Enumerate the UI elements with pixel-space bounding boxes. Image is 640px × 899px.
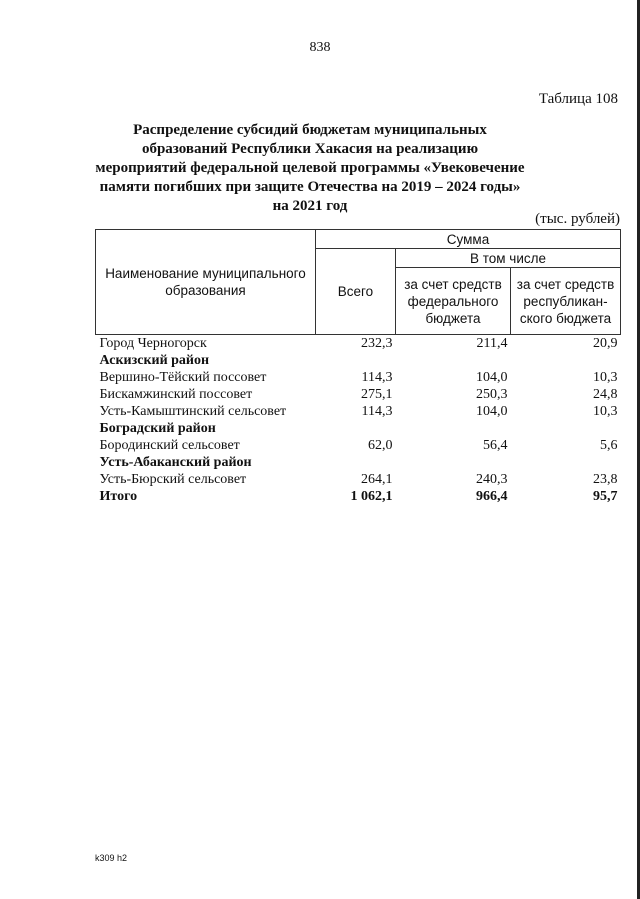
- table-row: [96, 386, 621, 403]
- table-row: [96, 471, 621, 488]
- cell-federal: 104,0: [476, 404, 508, 419]
- cell-name: Усть-Абаканский район: [99, 455, 252, 470]
- cell-republic: [511, 420, 621, 437]
- table-row: [96, 335, 621, 353]
- cell-name: Усть-Камыштинский сельсовет: [99, 404, 287, 419]
- cell-republic: 10,3: [593, 404, 618, 419]
- cell-federal: [396, 420, 511, 437]
- table-header: [96, 230, 621, 335]
- cell-federal: 56,4: [483, 438, 508, 453]
- cell-total: [316, 454, 396, 471]
- cell-total: [316, 420, 396, 437]
- cell-republic: [511, 352, 621, 369]
- cell-name: Итого: [99, 489, 138, 504]
- document-title: Распределение субсидий бюджетам муниципальных образований Республики Хакасия на реализацию мероприятий федеральной целевой программы «Увековечение памяти погибших при защите Отечества на 2019 – 2024 годы» на 2021 год: [95, 122, 525, 214]
- cell-republic: 95,7: [593, 489, 618, 504]
- cell-federal: 240,3: [476, 472, 508, 487]
- page-number: 838: [309, 40, 331, 55]
- cell-name: Аскизский район: [99, 353, 210, 368]
- header-republic: за счет средств республикан-ского бюджета: [511, 268, 621, 335]
- cell-total: 264,1: [361, 472, 393, 487]
- cell-republic: 10,3: [593, 370, 618, 385]
- table-body: [96, 335, 621, 506]
- cell-name: Бискамжинский поссовет: [99, 387, 253, 402]
- header-federal: за счет средств федерального бюджета: [396, 268, 511, 335]
- header-name: Наименование муниципального образования: [96, 230, 316, 335]
- cell-federal: [396, 352, 511, 369]
- cell-total: 232,3: [361, 336, 393, 351]
- cell-republic: 5,6: [600, 438, 618, 453]
- header-total: Всего: [316, 249, 396, 335]
- table-group-row: [96, 420, 621, 437]
- table-row: [96, 369, 621, 386]
- cell-republic: [511, 454, 621, 471]
- cell-federal: [396, 454, 511, 471]
- cell-republic: 20,9: [593, 336, 618, 351]
- cell-name: Город Черногорск: [99, 336, 207, 351]
- cell-federal: 250,3: [476, 387, 508, 402]
- cell-total: 275,1: [361, 387, 393, 402]
- subsidy-table: [95, 229, 621, 505]
- cell-name: Вершино-Тёйский поссовет: [99, 370, 267, 385]
- footer-code: k309 h2: [95, 853, 128, 863]
- table-row: [96, 403, 621, 420]
- cell-total: 114,3: [361, 404, 393, 419]
- table-label: Таблица 108: [538, 91, 618, 107]
- cell-republic: 23,8: [593, 472, 618, 487]
- cell-total: [316, 352, 396, 369]
- header-including: В том числе: [396, 249, 621, 268]
- cell-federal: 211,4: [476, 336, 508, 351]
- cell-total: 114,3: [361, 370, 393, 385]
- cell-name: Усть-Бюрский сельсовет: [99, 472, 247, 487]
- cell-federal: 966,4: [476, 489, 508, 504]
- table-row: [96, 437, 621, 454]
- subsidy-table-container: [95, 229, 620, 505]
- cell-republic: 24,8: [593, 387, 618, 402]
- table-group-row: [96, 454, 621, 471]
- header-sum: Сумма: [316, 230, 621, 249]
- table-group-row: [96, 352, 621, 369]
- units-note: (тыс. рублей): [535, 211, 620, 227]
- cell-federal: 104,0: [476, 370, 508, 385]
- cell-name: Боградский район: [99, 421, 216, 436]
- cell-total: 62,0: [368, 438, 393, 453]
- table-total-row: [96, 488, 621, 505]
- cell-total: 1 062,1: [350, 489, 393, 504]
- cell-name: Бородинский сельсовет: [99, 438, 240, 453]
